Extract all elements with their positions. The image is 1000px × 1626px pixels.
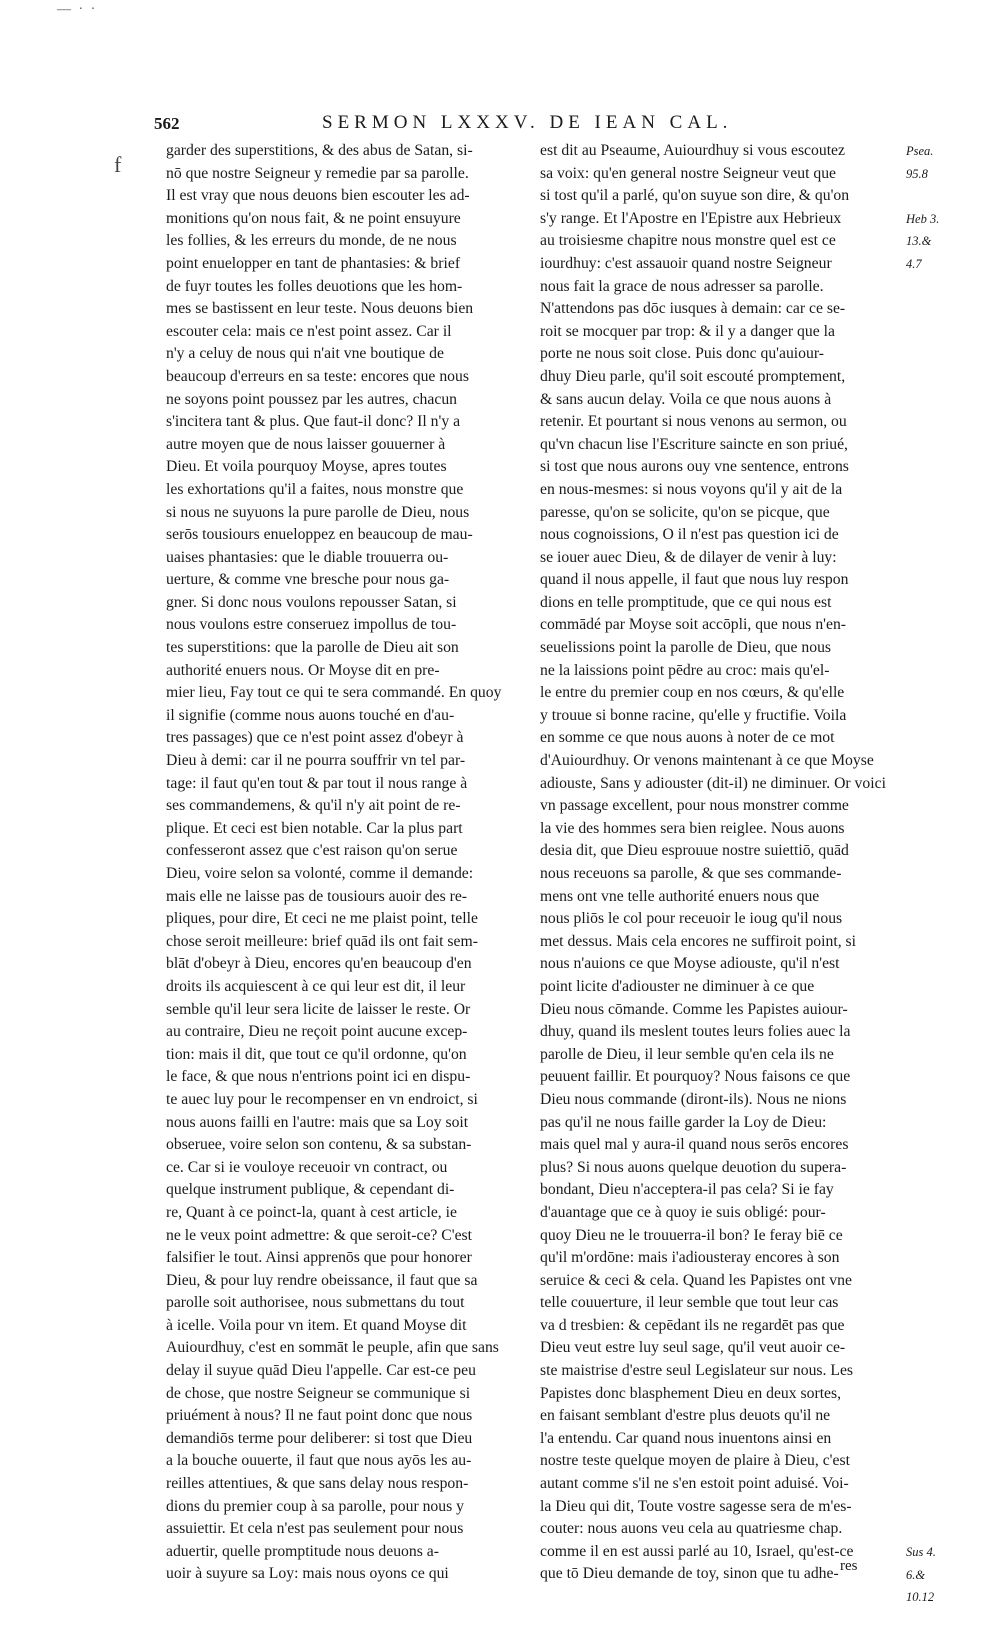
text-line: Dieu. Et voila pourquoy Moyse, apres toutes — [166, 458, 447, 476]
page-number: 562 — [154, 114, 180, 133]
text-line: chose seroit meilleure: brief quād ils ont fait sem- — [166, 932, 478, 950]
text-line: re, Quant à ce poinct-la, quant à cest article, ie — [166, 1203, 457, 1221]
text-line: autant comme s'il ne s'en estoit point aduisé. Voi- — [540, 1475, 849, 1493]
text-line: quelque instrument publique, & cependant di- — [166, 1181, 455, 1199]
catchword: res — [840, 1558, 858, 1574]
text-line: en nous-mesmes: si nous voyons qu'il y ait de la — [540, 480, 843, 498]
text-line: ne le veux point admettre: & que seroit-ce? C'est — [166, 1226, 473, 1244]
text-line: que tō Dieu demande de toy, sinon que tu adhe- — [540, 1565, 839, 1583]
text-line: point enuelopper en tant de phantasies: & brief — [166, 254, 461, 272]
text-line: plus? Si nous auons quelque deuotion du supera- — [540, 1158, 847, 1176]
text-line: paresse, qu'on se solicite, qu'on se picque, que — [540, 503, 830, 521]
text-line: tion: mais il dit, que tout ce qu'il ordonne, qu'on — [166, 1045, 467, 1063]
text-line: sa voix: qu'en general nostre Seigneur veut que — [540, 164, 837, 182]
running-head: SERMON LXXXV. DE IEAN CAL. — [322, 112, 733, 133]
margin-note: 95.8 — [906, 166, 928, 181]
text-line: qu'vn chacun lise l'Escriture saincte en son priué, — [540, 435, 848, 453]
text-line: te auec luy pour le recompenser en vn endroict, si — [166, 1090, 478, 1108]
margin-note: Sus 4. — [906, 1545, 936, 1560]
text-line: tres passages) que ce n'est point assez d'obeyr à — [166, 729, 464, 747]
text-line: ce. Car si ie vouloye receuoir vn contract, ou — [166, 1158, 448, 1176]
margin-note: 4.7 — [906, 257, 922, 271]
text-line: Il est vray que nous deuons bien escouter les ad- — [166, 187, 470, 205]
text-line: Dieu nous cōmande. Comme les Papistes auiour- — [540, 1000, 848, 1018]
text-line: telle couuerture, il leur semble que tout leur cas — [540, 1294, 839, 1312]
text-line: à icelle. Voila pour vn item. Et quand Moyse dit — [166, 1316, 467, 1334]
text-line: monitions qu'on nous fait, & ne point ensuyure — [166, 209, 461, 227]
text-line: pas qu'il ne nous faille garder la Loy de Dieu: — [540, 1113, 827, 1131]
text-line: mes se bastissent en leur teste. Nous deuons bien — [166, 300, 474, 318]
text-line: nous fait la grace de nous adresser sa parolle. — [540, 277, 824, 295]
text-line: mens ont vne telle authorité enuers nous que — [540, 887, 820, 905]
text-line: le entre du premier coup en nos cœurs, & qu'elle — [540, 684, 845, 702]
text-line: gner. Si donc nous voulons repousser Satan, si — [166, 593, 457, 611]
text-line: iourdhuy: c'est assauoir quand nostre Seigneur — [540, 254, 832, 272]
text-line: quand il nous appelle, il faut que nous luy respon — [540, 571, 849, 589]
text-line: aduertir, quelle promptitude nous deuons a- — [166, 1542, 439, 1560]
text-line: nous receuons sa parolle, & que ses commande- — [540, 865, 842, 882]
text-line: y trouue si bonne racine, qu'elle y fructifie. Voila — [540, 706, 847, 724]
margin-note: Psea. — [906, 144, 934, 158]
text-line: delay il suyue quād Dieu l'appelle. Car est-ce peu — [166, 1362, 476, 1380]
text-line: de chose, que nostre Seigneur se communique si — [166, 1384, 471, 1402]
text-line: commādé par Moyse soit accōpli, que nous n'en- — [540, 616, 847, 634]
text-line: point licite d'adiouster ne diminuer à ce que — [540, 977, 815, 995]
text-line: couter: nous auons veu cela au quatriesme chap. — [540, 1520, 843, 1538]
text-line: se iouer auec Dieu, & de dilayer de venir à luy: — [540, 548, 837, 566]
text-line: nous cognoissions, O il n'est pas question ici de — [540, 526, 839, 544]
text-line: si tost que nous aurons ouy vne sentence, entrons — [540, 458, 849, 476]
text-line: la Dieu qui dit, Toute vostre sagesse sera de m'es- — [540, 1497, 852, 1515]
text-line: nous pliōs le col pour receuoir le ioug qu'il nous — [540, 910, 843, 928]
text-line: d'Auiourdhuy. Or venons maintenant à ce que Moyse — [540, 752, 874, 770]
text-line: confesseront assez que c'est raison qu'on serue — [166, 842, 458, 860]
text-line: quoy Dieu ne le trouuerra-il bon? Ie feray biē ce — [540, 1226, 843, 1244]
text-line: est dit au Pseaume, Auiourdhuy si vous escoutez — [540, 142, 845, 159]
text-line: ne soyons point poussez par les autres, chacun — [166, 390, 458, 408]
text-line: nous voulons estre conseruez impollus de tou- — [166, 616, 457, 634]
text-line: au contraire, Dieu ne reçoit point aucune excep- — [166, 1023, 468, 1041]
text-line: mier lieu, Fay tout ce qui te sera commandé. En quoy — [166, 684, 502, 702]
text-line: a la bouche ouuerte, il faut que nous ayōs les au- — [166, 1452, 472, 1470]
text-line: Dieu veut estre luy seul sage, qu'il veut auoir ce- — [540, 1339, 846, 1357]
text-line: Dieu nous commande (diront-ils). Nous ne nions — [540, 1090, 847, 1108]
text-line: porte ne nous soit close. Puis donc qu'auiour- — [540, 345, 824, 363]
text-line: parolle soit authorisee, nous submettans du tout — [166, 1294, 465, 1312]
text-line: Dieu, voire selon sa volonté, comme il demande: — [166, 865, 474, 882]
text-line: seruice & ceci & cela. Quand les Papistes ont vne — [540, 1271, 852, 1289]
text-line: les follies, & les erreurs du monde, de ne nous — [166, 232, 457, 250]
text-line: & sans aucun delay. Voila ce que nous auons à — [540, 390, 832, 408]
text-line: dions en telle promptitude, que ce qui nous est — [540, 593, 832, 611]
corner-mark: — · · — [57, 2, 98, 17]
text-line: si nous ne suyuons la pure parolle de Dieu, nous — [166, 503, 470, 521]
text-line: si tost qu'il a parlé, qu'on suyue son dire, & qu'on — [540, 187, 850, 205]
text-line: n'y a celuy de nous qui n'ait vne boutique de — [166, 345, 444, 363]
text-line: droits ils acquiescent à ce qui leur est dit, il leur — [166, 977, 466, 995]
text-line: d'auantage que ce à quoy ie suis obligé: pour- — [540, 1203, 826, 1221]
text-line: le face, & que nous n'entrions point ici en dispu- — [166, 1068, 471, 1086]
text-line: qu'il m'ordōne: mais i'adiousteray encores à son — [540, 1249, 840, 1267]
text-line: s'y range. Et l'Apostre en l'Epistre aux Hebrieux — [540, 209, 842, 227]
text-line: semble qu'il leur sera licite de laisser le reste. Or — [166, 1000, 471, 1018]
text-line: desia dit, que Dieu esprouue nostre suiettiō, quād — [540, 842, 849, 860]
text-line: authorité enuers nous. Or Moyse dit en pre- — [166, 661, 440, 679]
text-line: nostre teste quelque moyen de plaire à Dieu, c'est — [540, 1452, 850, 1470]
text-line: s'incitera tant & plus. Que faut-il donc? Il n'y a — [166, 413, 461, 431]
text-line: obseruee, voire selon son contenu, & sa substan- — [166, 1136, 472, 1154]
text-line: ne la laissions point pēdre au croc: mais qu'el- — [540, 661, 830, 679]
left-column — [166, 140, 532, 1586]
margin-note: 10.12 — [906, 1590, 935, 1605]
text-line: retenir. Et pourtant si nous venons au sermon, ou — [540, 413, 847, 431]
text-line: assuiettir. Et cela n'est pas seulement pour nous — [166, 1520, 464, 1538]
text-line: la vie des hommes sera bien reiglee. Nous auons — [540, 819, 845, 837]
text-line: uerture, & comme vne bresche pour nous ga- — [166, 571, 450, 589]
text-line: il signifie (comme nous auons touché en d'au- — [166, 706, 455, 724]
text-line: pliques, pour dire, Et ceci ne me plaist point, telle — [166, 910, 478, 928]
text-line: falsifier le tout. Ainsi apprenōs que pour honorer — [166, 1249, 472, 1267]
page-header — [154, 112, 914, 138]
text-line: dhuy, quand ils meslent toutes leurs folies auec la — [540, 1023, 851, 1041]
margin-note: 13.& — [906, 234, 932, 249]
text-line: Dieu, & pour luy rendre obeissance, il faut que sa — [166, 1271, 478, 1289]
text-line: Auiourdhuy, c'est en sommāt le peuple, afin que sans — [166, 1339, 499, 1357]
text-line: adiouste, Sans y adiouster (dit-il) ne diminuer. Or voici — [540, 774, 886, 792]
text-line: tes superstitions: que la parolle de Dieu ait son — [166, 639, 459, 657]
text-line: seuelissions point la parolle de Dieu, que nous — [540, 639, 832, 657]
text-line: au troisiesme chapitre nous monstre quel est ce — [540, 232, 836, 250]
text-line: tage: il faut qu'en tout & par tout il nous range à — [166, 774, 468, 792]
text-line: roit se mocquer par trop: & il y a danger que la — [540, 322, 835, 340]
text-line: beaucoup d'erreurs en sa teste: encores que nous — [166, 367, 469, 385]
margin-note: 6.& — [906, 1567, 926, 1582]
text-line: nous auons failli en l'autre: mais que sa Loy soit — [166, 1113, 469, 1131]
text-line: nō que nostre Seigneur y remedie par sa parolle. — [166, 164, 469, 182]
text-line: ses commandemens, & qu'il n'y ait point de re- — [166, 797, 461, 815]
text-line: vn passage excellent, pour nous monstrer comme — [540, 797, 849, 815]
page-mark: f — [114, 152, 122, 177]
text-line: peuuent faillir. Et pourquoy? Nous faisons ce que — [540, 1068, 851, 1086]
text-line: uaises phantasies: que le diable trouuerra ou- — [166, 548, 449, 566]
text-line: en somme ce que nous auons à noter de ce mot — [540, 729, 835, 747]
text-line: Dieu à demi: car il ne pourra souffrir vn tel par- — [166, 752, 466, 770]
text-line: garder des superstitions, & des abus de Satan, si- — [166, 142, 473, 159]
text-line: en faisant semblant d'estre plus deuots qu'il ne — [540, 1407, 831, 1425]
text-line: demandiōs terme pour deliberer: si tost que Dieu — [166, 1429, 473, 1447]
text-line: les exhortations qu'il a faites, nous monstre que — [166, 480, 464, 498]
text-line: va d tresbien: & cepēdant ils ne regardēt pas que — [540, 1316, 845, 1334]
text-line: uoir à suyure sa Loy: mais nous oyons ce qui — [166, 1565, 449, 1583]
text-line: N'attendons pas dōc iusques à demain: car ce se- — [540, 300, 846, 318]
text-line: ste maistrise d'estre seul Legislateur sur nous. Les — [540, 1362, 854, 1380]
text-line: mais elle ne laisse pas de tousiours auoir des re- — [166, 887, 468, 905]
text-line: comme il en est aussi parlé au 10, Israel, qu'est-ce — [540, 1542, 854, 1560]
right-column — [540, 140, 906, 1586]
text-line: dions du premier coup à sa parolle, pour nous y — [166, 1497, 464, 1515]
text-line: Papistes donc blasphement Dieu en deux sortes, — [540, 1384, 842, 1402]
text-line: plique. Et ceci est bien notable. Car la plus part — [166, 819, 463, 837]
text-line: parolle de Dieu, il leur semble qu'en cela ils ne — [540, 1045, 834, 1063]
text-line: priuément à nous? Il ne faut point donc que nous — [166, 1407, 473, 1425]
text-line: nous n'auions ce que Moyse adiouste, qu'il n'est — [540, 955, 840, 973]
text-line: escouter cela: mais ce n'est point assez. Car il — [166, 322, 452, 340]
text-line: reilles attentiues, & que sans delay nous respon- — [166, 1475, 469, 1493]
text-line: mais quel mal y aura-il quand nous serōs encores — [540, 1136, 849, 1154]
text-line: autre moyen que de nous laisser gouuerner à — [166, 435, 446, 453]
text-line: met dessus. Mais cela encores ne suffiroit point, si — [540, 932, 857, 950]
text-line: blāt d'obeyr à Dieu, encores qu'en beaucoup d'en — [166, 955, 472, 973]
text-line: dhuy Dieu parle, qu'il soit escouté promptement, — [540, 367, 846, 385]
text-line: bondant, Dieu n'acceptera-il pas cela? Si ie fay — [540, 1181, 834, 1199]
text-line: de fuyr toutes les folles deuotions que les hom- — [166, 277, 463, 295]
text-line: serōs tousiours enueloppez en beaucoup de mau- — [166, 526, 473, 544]
text-line: l'a entendu. Car quand nous inuentons ainsi en — [540, 1429, 832, 1447]
margin-note: Heb 3. — [906, 211, 940, 226]
